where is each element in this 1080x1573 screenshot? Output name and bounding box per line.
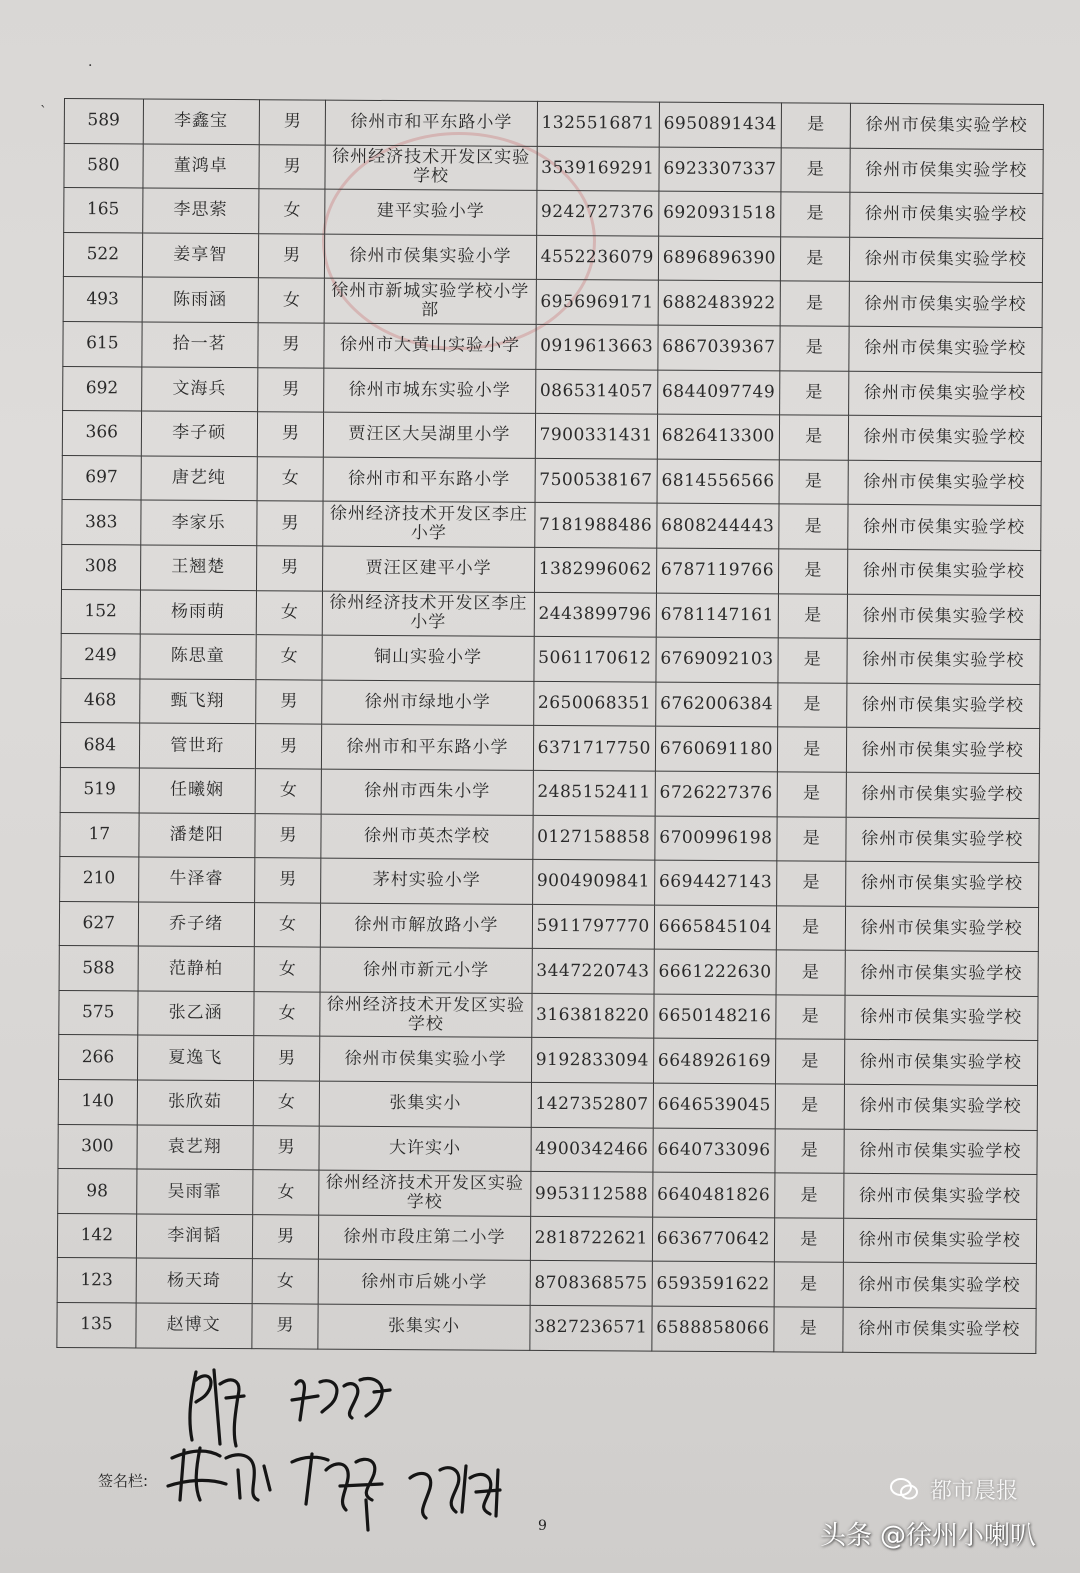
origin-school-cell: 徐州市新城实验学校小学部: [325, 278, 537, 324]
confirm-flag-cell: 是: [778, 593, 847, 638]
gender-cell: 男: [257, 367, 324, 412]
confirm-flag-cell: 是: [775, 1173, 844, 1218]
watermark-handle: @徐州小喇叭: [880, 1520, 1037, 1551]
gender-cell: 男: [259, 144, 326, 189]
student-name-cell: 潘楚阳: [139, 812, 255, 857]
destination-school-cell: 徐州市侯集实验学校: [844, 995, 1038, 1041]
student-id-cell: 249: [61, 634, 140, 679]
origin-school-cell: 徐州市新元小学: [320, 947, 532, 993]
score-code-cell: 6762006384: [655, 682, 777, 727]
student-id-cell: 142: [57, 1213, 136, 1258]
confirm-flag-cell: 是: [776, 995, 845, 1040]
score-code-cell: 6950891434: [659, 102, 781, 147]
gender-cell: 女: [257, 456, 324, 501]
number-cell: 9192833094: [531, 1038, 653, 1083]
origin-school-cell: 徐州市绿地小学: [322, 680, 534, 726]
destination-school-cell: 徐州市侯集实验学校: [843, 1174, 1037, 1220]
score-code-cell: 6787119766: [656, 548, 778, 593]
gender-cell: 女: [254, 947, 321, 992]
ink-dot: `: [40, 104, 47, 120]
ink-dot: ·: [88, 58, 93, 74]
number-cell: 8708368575: [530, 1261, 652, 1306]
origin-school-cell: 徐州经济技术开发区李庄小学: [323, 501, 535, 547]
number-cell: 3163818220: [531, 993, 653, 1038]
confirm-flag-cell: 是: [781, 192, 850, 237]
number-cell: 4900342466: [531, 1127, 653, 1172]
student-id-cell: 697: [62, 455, 141, 500]
origin-school-cell: 徐州市大黄山实验小学: [324, 323, 536, 369]
student-name-cell: 拾一茗: [142, 322, 258, 367]
origin-school-cell: 徐州市城东实验小学: [324, 368, 536, 414]
confirm-flag-cell: 是: [777, 861, 846, 906]
student-name-cell: 李思萦: [142, 188, 258, 233]
number-cell: 4552236079: [536, 235, 658, 280]
number-cell: 3827236571: [529, 1305, 651, 1350]
gender-cell: 女: [256, 635, 323, 680]
number-cell: 5061170612: [534, 637, 656, 682]
gender-cell: 女: [258, 189, 325, 234]
destination-school-cell: 徐州市侯集实验学校: [849, 237, 1043, 283]
student-name-cell: 李家乐: [140, 500, 256, 545]
number-cell: 1427352807: [531, 1082, 653, 1127]
student-name-cell: 范静柏: [138, 946, 254, 991]
student-id-cell: 589: [64, 99, 143, 144]
gender-cell: 男: [253, 1125, 320, 1170]
origin-school-cell: 张集实小: [318, 1304, 530, 1350]
gender-cell: 男: [257, 412, 324, 457]
student-id-cell: 615: [63, 321, 142, 366]
origin-school-cell: 徐州经济技术开发区实验学校: [325, 145, 537, 191]
number-cell: 2443899796: [534, 592, 656, 637]
destination-school-cell: 徐州市侯集实验学校: [846, 683, 1040, 729]
confirm-flag-cell: 是: [776, 906, 845, 951]
student-id-cell: 140: [58, 1080, 137, 1125]
student-id-cell: 135: [57, 1303, 136, 1348]
confirm-flag-cell: 是: [777, 772, 846, 817]
destination-school-cell: 徐州市侯集实验学校: [844, 1040, 1038, 1086]
score-code-cell: 6593591622: [652, 1262, 774, 1307]
student-name-cell: 吴雨霏: [136, 1169, 252, 1214]
confirm-flag-cell: 是: [774, 1218, 843, 1263]
student-id-cell: 522: [63, 232, 142, 277]
student-name-cell: 袁艺翔: [137, 1125, 253, 1170]
origin-school-cell: 徐州市英杰学校: [321, 814, 533, 860]
gender-cell: 男: [256, 546, 323, 591]
origin-school-cell: 徐州市解放路小学: [321, 903, 533, 949]
student-name-cell: 李子硕: [141, 411, 257, 456]
student-name-cell: 甄飞翔: [139, 679, 255, 724]
student-name-cell: 陈思童: [140, 634, 256, 679]
confirm-flag-cell: 是: [780, 326, 849, 371]
score-code-cell: 6636770642: [652, 1217, 774, 1262]
student-id-cell: 98: [58, 1169, 137, 1214]
number-cell: 2650068351: [533, 681, 655, 726]
score-code-cell: 6640733096: [653, 1128, 775, 1173]
confirm-flag-cell: 是: [778, 549, 847, 594]
origin-school-cell: 徐州市侯集实验小学: [320, 1037, 532, 1083]
score-code-cell: 6760691180: [655, 726, 777, 771]
score-code-cell: 6814556566: [657, 459, 779, 504]
origin-school-cell: 茅村实验小学: [321, 858, 533, 904]
gender-cell: 男: [252, 1215, 319, 1260]
origin-school-cell: 徐州市后姚小学: [319, 1260, 531, 1306]
student-name-cell: 任曦娴: [139, 768, 255, 813]
score-code-cell: 6923307337: [659, 147, 781, 192]
destination-school-cell: 徐州市侯集实验学校: [846, 772, 1040, 818]
student-id-cell: 383: [62, 500, 141, 545]
student-name-cell: 张欣茹: [137, 1080, 253, 1125]
confirm-flag-cell: 是: [776, 950, 845, 995]
confirm-flag-cell: 是: [774, 1307, 843, 1352]
origin-school-cell: 徐州市和平东路小学: [323, 457, 535, 503]
score-code-cell: 6650148216: [654, 994, 776, 1039]
confirm-flag-cell: 是: [780, 281, 849, 326]
student-id-cell: 165: [64, 188, 143, 233]
destination-school-cell: 徐州市侯集实验学校: [842, 1307, 1036, 1353]
number-cell: 7500538167: [535, 458, 657, 503]
student-name-cell: 李鑫宝: [143, 99, 259, 144]
destination-school-cell: 徐州市侯集实验学校: [845, 906, 1039, 952]
gender-cell: 女: [253, 1081, 320, 1126]
gender-cell: 男: [255, 724, 322, 769]
score-code-cell: 6882483922: [658, 281, 780, 326]
confirm-flag-cell: 是: [780, 237, 849, 282]
gender-cell: 男: [255, 813, 322, 858]
destination-school-cell: 徐州市侯集实验学校: [847, 505, 1041, 551]
student-id-cell: 575: [59, 990, 138, 1035]
student-name-cell: 李润韬: [136, 1214, 252, 1259]
confirm-flag-cell: 是: [781, 147, 850, 192]
student-name-cell: 杨雨萌: [140, 590, 256, 635]
student-id-cell: 300: [58, 1124, 137, 1169]
origin-school-cell: 建平实验小学: [325, 189, 537, 235]
score-code-cell: 6808244443: [657, 503, 779, 548]
origin-school-cell: 徐州市和平东路小学: [326, 100, 538, 146]
score-code-cell: 6826413300: [657, 414, 779, 459]
number-cell: 9953112588: [530, 1172, 652, 1217]
gender-cell: 男: [258, 233, 325, 278]
wechat-icon: [890, 1478, 918, 1500]
student-id-cell: 580: [64, 143, 143, 188]
destination-school-cell: 徐州市侯集实验学校: [845, 861, 1039, 907]
confirm-flag-cell: 是: [779, 460, 848, 505]
score-code-cell: 6920931518: [658, 191, 780, 236]
score-code-cell: 6665845104: [654, 905, 776, 950]
score-code-cell: 6661222630: [654, 949, 776, 994]
score-code-cell: 6867039367: [658, 325, 780, 370]
student-name-cell: 陈雨涵: [142, 277, 258, 322]
gender-cell: 女: [252, 1259, 319, 1304]
origin-school-cell: 徐州经济技术开发区实验学校: [319, 1170, 531, 1216]
gender-cell: 男: [255, 679, 322, 724]
destination-school-cell: 徐州市侯集实验学校: [849, 148, 1043, 194]
destination-school-cell: 徐州市侯集实验学校: [846, 638, 1040, 684]
number-cell: 6956969171: [536, 280, 658, 325]
destination-school-cell: 徐州市侯集实验学校: [843, 1129, 1037, 1175]
student-id-cell: 308: [62, 544, 141, 589]
number-cell: 1325516871: [537, 101, 659, 146]
destination-school-cell: 徐州市侯集实验学校: [845, 951, 1039, 997]
watermark: [820, 1505, 1036, 1561]
score-code-cell: 6726227376: [655, 771, 777, 816]
gender-cell: 男: [257, 501, 324, 546]
score-code-cell: 6694427143: [654, 860, 776, 905]
student-id-cell: 468: [61, 678, 140, 723]
student-name-cell: 董鸿卓: [143, 144, 259, 189]
gender-cell: 男: [259, 100, 326, 145]
student-id-cell: 588: [59, 946, 138, 991]
gender-cell: 男: [258, 323, 325, 368]
confirm-flag-cell: 是: [779, 504, 848, 549]
number-cell: 6371717750: [533, 726, 655, 771]
confirm-flag-cell: 是: [774, 1262, 843, 1307]
score-code-cell: 6781147161: [656, 593, 778, 638]
watermark-prefix: 头条: [820, 1520, 873, 1551]
student-name-cell: 夏逸飞: [137, 1035, 253, 1080]
destination-school-cell: 徐州市侯集实验学校: [844, 1084, 1038, 1130]
score-code-cell: 6896896390: [658, 236, 780, 281]
number-cell: 3539169291: [537, 146, 659, 191]
gender-cell: 女: [256, 590, 323, 635]
origin-school-cell: 贾汪区大吴湖里小学: [324, 412, 536, 458]
confirm-flag-cell: 是: [780, 370, 849, 415]
student-id-cell: 17: [60, 812, 139, 857]
destination-school-cell: 徐州市侯集实验学校: [850, 103, 1044, 149]
student-name-cell: 文海兵: [141, 367, 257, 412]
number-cell: 7900331431: [535, 414, 657, 459]
destination-school-cell: 徐州市侯集实验学校: [848, 460, 1042, 506]
origin-school-cell: 贾汪区建平小学: [323, 546, 535, 592]
score-code-cell: 6700996198: [655, 816, 777, 861]
origin-school-cell: 张集实小: [320, 1081, 532, 1127]
destination-school-cell: 徐州市侯集实验学校: [849, 282, 1043, 328]
gender-cell: 女: [258, 278, 325, 323]
number-cell: 2485152411: [533, 770, 655, 815]
number-cell: 5911797770: [532, 904, 654, 949]
destination-school-cell: 徐州市侯集实验学校: [847, 594, 1041, 640]
score-code-cell: 6844097749: [657, 370, 779, 415]
number-cell: 7181988486: [534, 503, 656, 548]
student-name-cell: 张乙涵: [137, 991, 253, 1036]
destination-school-cell: 徐州市侯集实验学校: [848, 326, 1042, 372]
signature-label: 签名栏:: [98, 1472, 149, 1490]
number-cell: 0919613663: [535, 324, 657, 369]
student-name-cell: 赵博文: [136, 1303, 252, 1348]
confirm-flag-cell: 是: [775, 1084, 844, 1129]
gender-cell: 女: [255, 769, 322, 814]
student-id-cell: 692: [63, 366, 142, 411]
student-id-cell: 123: [57, 1258, 136, 1303]
gender-cell: 女: [252, 1170, 319, 1215]
page-number: 9: [538, 1518, 547, 1534]
student-name-cell: 唐艺纯: [141, 456, 257, 501]
student-id-cell: 266: [59, 1035, 138, 1080]
confirm-flag-cell: 是: [778, 683, 847, 728]
origin-school-cell: 徐州市侯集实验小学: [325, 234, 537, 280]
student-id-cell: 519: [60, 767, 139, 812]
number-cell: 3447220743: [532, 949, 654, 994]
score-code-cell: 6588858066: [652, 1306, 774, 1351]
origin-school-cell: 徐州经济技术开发区实验学校: [320, 992, 532, 1038]
confirm-flag-cell: 是: [777, 816, 846, 861]
student-id-cell: 684: [60, 723, 139, 768]
confirm-flag-cell: 是: [775, 1039, 844, 1084]
destination-school-cell: 徐州市侯集实验学校: [846, 728, 1040, 774]
destination-school-cell: 徐州市侯集实验学校: [843, 1263, 1037, 1309]
destination-school-cell: 徐州市侯集实验学校: [843, 1218, 1037, 1264]
score-code-cell: 6648926169: [653, 1039, 775, 1084]
gender-cell: 男: [253, 1036, 320, 1081]
student-name-cell: 管世珩: [139, 723, 255, 768]
student-name-cell: 王翘楚: [140, 545, 256, 590]
gender-cell: 女: [254, 902, 321, 947]
destination-school-cell: 徐州市侯集实验学校: [847, 549, 1041, 595]
number-cell: 2818722621: [530, 1216, 652, 1261]
student-id-cell: 210: [60, 857, 139, 902]
watermark-source: 都市晨报: [930, 1479, 1019, 1504]
origin-school-cell: 徐州市段庄第二小学: [319, 1215, 531, 1261]
gender-cell: 女: [254, 992, 321, 1037]
destination-school-cell: 徐州市侯集实验学校: [848, 415, 1042, 461]
confirm-flag-cell: 是: [779, 415, 848, 460]
origin-school-cell: 徐州经济技术开发区李庄小学: [323, 591, 535, 637]
destination-school-cell: 徐州市侯集实验学校: [849, 192, 1043, 238]
destination-school-cell: 徐州市侯集实验学校: [848, 371, 1042, 417]
number-cell: 0865314057: [535, 369, 657, 414]
student-id-cell: 493: [63, 277, 142, 322]
gender-cell: 男: [252, 1304, 319, 1349]
origin-school-cell: 铜山实验小学: [322, 635, 534, 681]
score-code-cell: 6640481826: [652, 1172, 774, 1217]
destination-school-cell: 徐州市侯集实验学校: [845, 817, 1039, 863]
student-id-cell: 152: [61, 589, 140, 634]
number-cell: 1382996062: [534, 547, 656, 592]
origin-school-cell: 大许实小: [319, 1126, 531, 1172]
student-name-cell: 杨天琦: [136, 1258, 252, 1303]
student-name-cell: 牛泽睿: [138, 857, 254, 902]
number-cell: 0127158858: [532, 815, 654, 860]
confirm-flag-cell: 是: [775, 1129, 844, 1174]
number-cell: 9004909841: [532, 859, 654, 904]
origin-school-cell: 徐州市西朱小学: [322, 769, 534, 815]
score-code-cell: 6646539045: [653, 1083, 775, 1128]
confirm-flag-cell: 是: [777, 727, 846, 772]
student-name-cell: 乔子绪: [138, 902, 254, 947]
student-id-cell: 627: [59, 901, 138, 946]
gender-cell: 男: [254, 858, 321, 903]
confirm-flag-cell: 是: [781, 103, 850, 148]
origin-school-cell: 徐州市和平东路小学: [322, 724, 534, 770]
student-id-cell: 366: [62, 411, 141, 456]
student-name-cell: 姜享智: [142, 233, 258, 278]
confirm-flag-cell: 是: [778, 638, 847, 683]
number-cell: 9242727376: [536, 191, 658, 236]
score-code-cell: 6769092103: [656, 637, 778, 682]
